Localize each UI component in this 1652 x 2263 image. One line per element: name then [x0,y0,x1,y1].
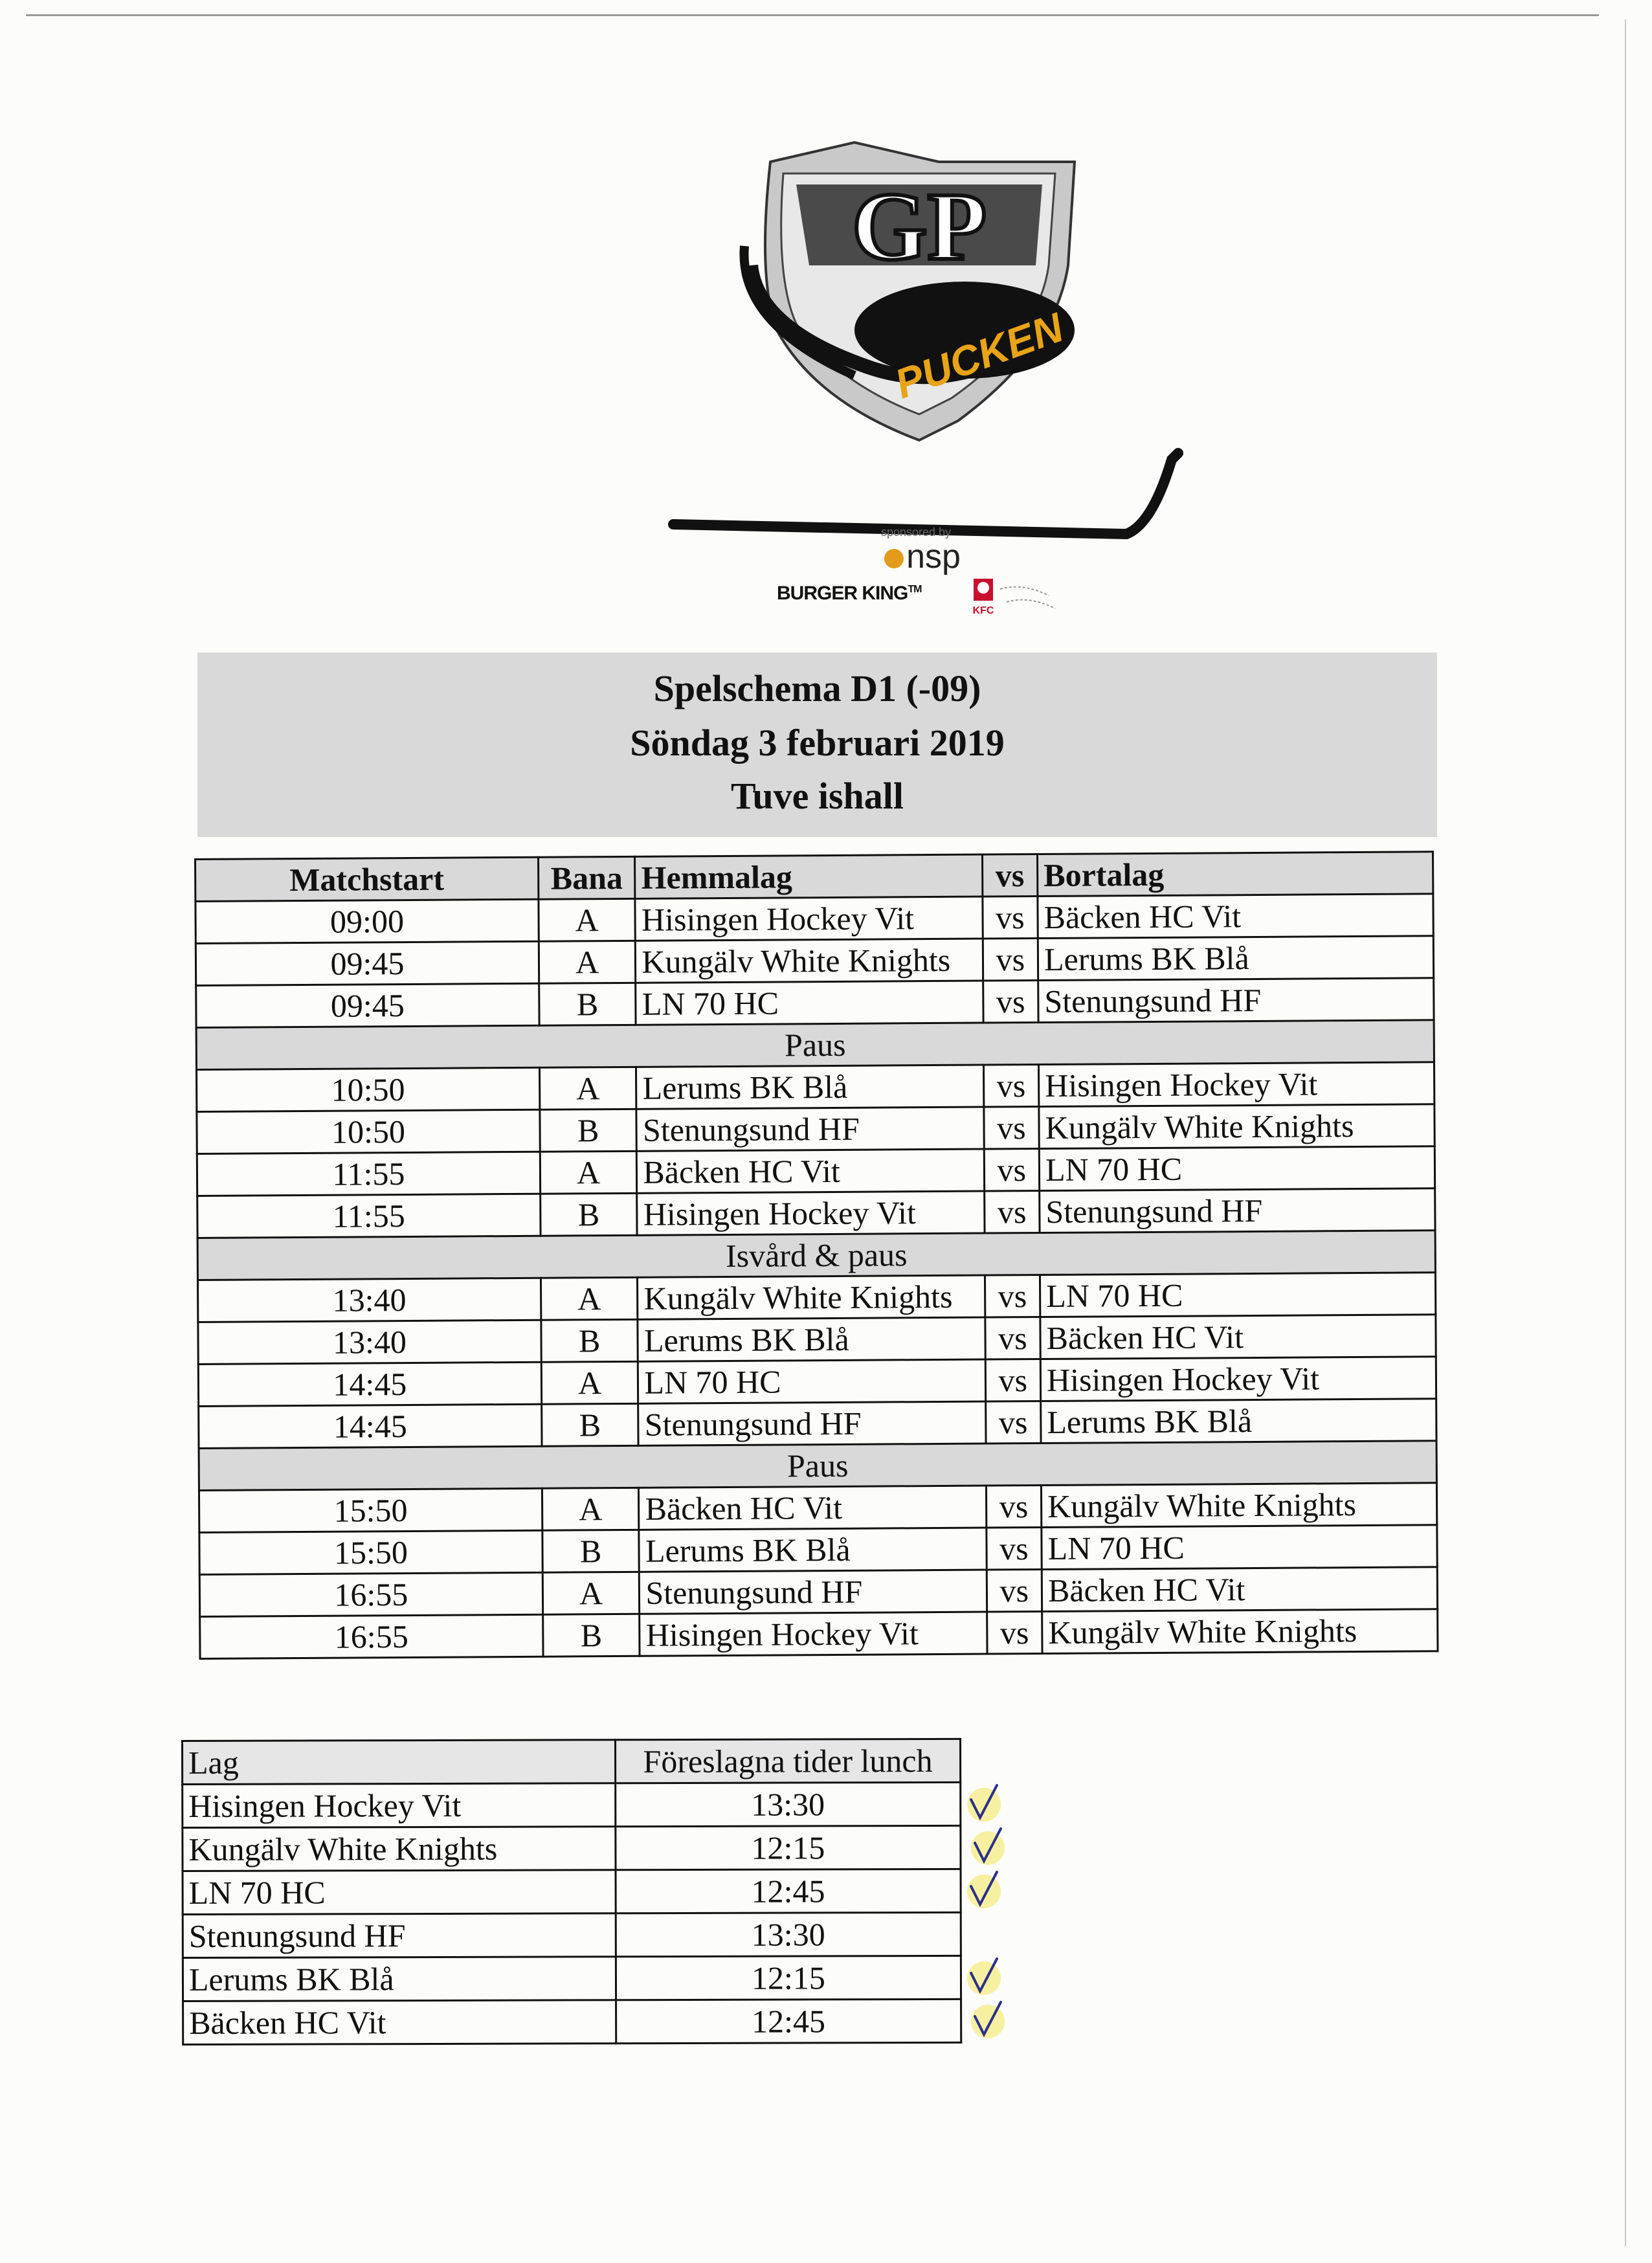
home-team: LN 70 HC [636,981,983,1025]
match-row [198,1315,1436,1365]
lunch-row [183,1999,961,2044]
away-team: Hisingen Hockey Vit [1039,1062,1434,1107]
vs-label: vs [983,897,1038,939]
home-team: LN 70 HC [638,1359,986,1403]
lunch-team: Bäcken HC Vit [183,2000,616,2045]
match-time: 11:55 [197,1194,541,1238]
match-time: 10:50 [196,1067,539,1111]
schedule-header [197,652,1437,837]
home-team: Lerums BK Blå [639,1528,987,1572]
pause-label: Paus [196,1020,1434,1070]
col-header-bana: Bana [538,856,635,899]
match-rink: A [542,1572,640,1614]
lunch-row [183,1825,961,1871]
pause-row [197,1231,1435,1280]
away-team: Hisingen Hockey Vit [1040,1357,1436,1401]
home-team: Hisingen Hockey Vit [637,1191,985,1235]
match-row [195,936,1433,986]
match-row [199,1483,1436,1533]
vs-label: vs [983,981,1038,1023]
match-rink: B [539,983,636,1025]
match-row [199,1525,1437,1575]
away-team: LN 70 HC [1042,1525,1437,1570]
home-team: Stenungsund HF [638,1401,986,1445]
col-header-vs: vs [982,854,1038,897]
away-team: LN 70 HC [1040,1273,1436,1317]
lunch-time: 12:45 [616,1999,961,2043]
lunch-team: Kungälv White Knights [183,1827,616,1871]
schedule-venue: Tuve ishall [730,775,904,817]
match-row [197,1273,1435,1322]
match-row [198,1357,1436,1407]
match-rink: B [541,1193,638,1236]
pause-label: Isvård & paus [197,1231,1435,1280]
home-team: Stenungsund HF [640,1570,987,1614]
lunch-team: LN 70 HC [183,1870,616,1915]
match-time: 11:55 [197,1152,540,1196]
check-mark-icon [968,1997,1007,2042]
home-team: Hisingen Hockey Vit [640,1612,987,1656]
check-mark-icon [968,1823,1007,1869]
match-rink: A [540,1151,637,1194]
match-row [200,1609,1438,1659]
col-header-lag: Lag [183,1740,616,1785]
lunch-team: Stenungsund HF [183,1913,616,1958]
lunch-row [183,1782,961,1827]
check-mark-icon [965,1780,1003,1825]
match-time: 13:40 [197,1278,541,1322]
schedule-header-row [195,852,1433,902]
match-rink: B [542,1530,640,1572]
lunch-times-table [181,1738,962,2046]
svg-text:GP: GP [851,173,987,280]
match-row [199,1399,1436,1449]
away-team: Kungälv White Knights [1039,1104,1434,1149]
sponsored-by-label: sponsored by [880,526,952,539]
lunch-time: 12:15 [616,1956,961,2000]
lunch-header-row [183,1739,961,1784]
match-time: 09:45 [195,941,539,985]
away-team: Lerums BK Blå [1038,936,1433,981]
vs-label: vs [985,1317,1040,1360]
vs-label: vs [984,1191,1040,1234]
match-row [197,1104,1434,1154]
check-mark-icon [965,1954,1003,1999]
logo-pucken-text: PUCKEN [889,304,1069,408]
match-time: 13:40 [198,1320,541,1364]
home-team: Bäcken HC Vit [637,1149,985,1193]
col-header-matchstart: Matchstart [195,857,539,901]
home-team: Stenungsund HF [636,1107,984,1151]
match-time: 15:50 [199,1530,542,1574]
svg-text:KFC: KFC [972,605,994,616]
lunch-time: 13:30 [616,1782,961,1826]
match-rink: B [542,1403,639,1446]
match-row [197,1188,1435,1238]
vs-label: vs [987,1570,1042,1612]
home-team: Lerums BK Blå [638,1317,985,1361]
lunch-row [183,1956,961,2001]
away-team: Stenungsund HF [1040,1188,1435,1233]
pause-row [196,1020,1434,1070]
away-team: Kungälv White Knights [1042,1609,1438,1654]
lunch-time: 13:30 [616,1912,961,1956]
lunch-time: 12:15 [616,1825,961,1869]
away-team: Kungälv White Knights [1042,1483,1437,1528]
vs-label: vs [985,1401,1041,1444]
match-rink: A [539,1067,636,1109]
vs-label: vs [983,1065,1039,1108]
schedule-body [195,894,1438,1659]
match-schedule-table [194,851,1439,1660]
vs-label: vs [984,1149,1040,1192]
burger-king-sponsor: BURGER KING™ [777,583,922,604]
match-rink: A [541,1361,638,1404]
lunch-row [183,1869,961,1914]
match-rink: B [541,1319,638,1362]
vs-label: vs [985,1359,1041,1402]
away-team: Stenungsund HF [1038,978,1434,1023]
home-team: Bäcken HC Vit [639,1486,987,1530]
vs-label: vs [983,939,1038,981]
vs-label: vs [986,1486,1042,1528]
match-row [196,978,1434,1028]
home-team: Kungälv White Knights [636,939,983,983]
lunch-team: Lerums BK Blå [183,1957,616,2001]
match-time: 14:45 [198,1362,541,1406]
match-rink: A [542,1488,639,1530]
away-team: Lerums BK Blå [1041,1399,1436,1444]
match-row [195,894,1433,944]
lunch-team: Hisingen Hockey Vit [183,1783,616,1828]
match-rink: A [541,1277,638,1320]
match-time: 16:55 [199,1572,542,1616]
home-team: Hisingen Hockey Vit [635,897,983,941]
lunch-time: 12:45 [616,1869,961,1913]
kfc-logo [971,576,1062,621]
pause-label: Paus [199,1441,1436,1491]
vs-label: vs [985,1275,1040,1318]
match-row [199,1567,1437,1617]
gp-pucken-logo [660,136,1198,550]
match-rink: A [539,941,636,983]
match-time: 16:55 [200,1614,543,1658]
check-mark-icon [965,1867,1003,1912]
lunch-row [183,1912,961,1957]
vs-label: vs [986,1528,1042,1570]
col-header-hemmalag: Hemmalag [635,854,983,898]
page-right-edge [1625,19,1626,2246]
home-team: Lerums BK Blå [636,1065,984,1109]
match-rink: B [540,1109,637,1152]
col-header-bortalag: Bortalag [1038,852,1433,897]
away-team: Bäcken HC Vit [1042,1567,1437,1612]
match-time: 15:50 [199,1488,542,1532]
match-row [196,1062,1434,1112]
col-header-lunch-time: Föreslagna tider lunch [615,1739,960,1783]
vs-label: vs [983,1107,1039,1150]
match-time: 14:45 [199,1404,542,1448]
pause-row [199,1441,1436,1491]
match-time: 10:50 [197,1109,540,1154]
nsp-dot-icon [884,549,904,568]
home-team: Kungälv White Knights [638,1275,985,1319]
lunch-body [183,1782,961,2044]
match-rink: B [542,1614,640,1656]
match-time: 09:00 [195,899,539,943]
away-team: LN 70 HC [1039,1146,1434,1191]
schedule-title: Spelschema D1 (-09) [653,667,981,709]
away-team: Bäcken HC Vit [1040,1315,1436,1359]
nsp-sponsor: nsp [871,537,974,576]
match-row [197,1146,1434,1196]
away-team: Bäcken HC Vit [1038,894,1433,939]
page-top-edge [26,14,1599,16]
match-rink: A [539,898,636,941]
match-time: 09:45 [196,983,539,1027]
vs-label: vs [987,1612,1042,1655]
schedule-date: Söndag 3 februari 2019 [630,722,1005,764]
